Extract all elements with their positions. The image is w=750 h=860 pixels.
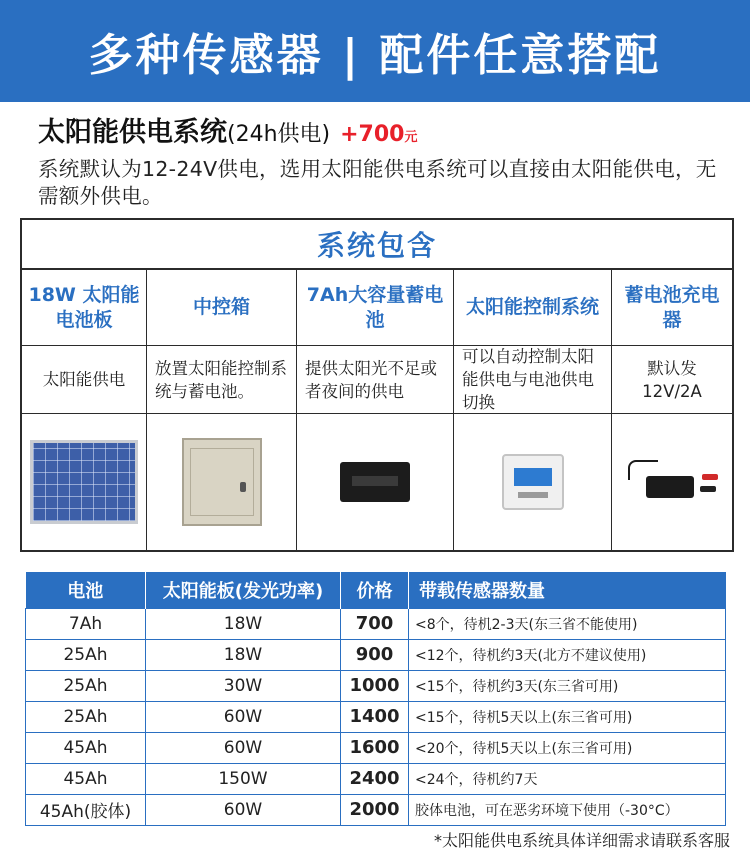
battery-cell: 45Ah [26,732,146,763]
panel-cell: 60W [146,732,341,763]
table-row [26,732,726,763]
panel-cell: 60W [146,701,341,732]
component-description: 放置太阳能控制系统与蓄电池。 [147,346,297,414]
header-battery: 电池 [26,572,146,608]
battery-cell: 7Ah [26,608,146,639]
component-name: 18W 太阳能电池板 [22,270,147,346]
battery-cell: 45Ah [26,763,146,794]
header-sensor-load: 带载传感器数量 [409,572,726,608]
component-image-cell [612,414,732,550]
table-row [26,639,726,670]
title-duration: (24h供电) [227,122,331,147]
price-cell: 2000 [341,794,409,825]
component-name: 蓄电池充电器 [612,270,732,346]
system-description: 系统默认为12-24V供电，选用太阳能供电系统可以直接由太阳能供电，无需额外供电。 [38,157,717,208]
price-cell: 2400 [341,763,409,794]
battery-cell: 25Ah [26,701,146,732]
component-name: 7Ah大容量蓄电池 [297,270,454,346]
panel-cell: 150W [146,763,341,794]
system-contents-table [20,218,734,552]
load-cell: 胶体电池，可在恶劣环境下使用（-30°C） [409,794,726,825]
panel-cell: 60W [146,794,341,825]
component-description: 默认发12V/2A [612,346,732,414]
component-name: 中控箱 [147,270,297,346]
solar-controller-image [502,454,564,510]
load-cell: <8个，待机2-3天(东三省不能使用) [409,608,726,639]
component-image-cell [297,414,454,550]
battery-cell: 45Ah(胶体) [26,794,146,825]
header-solar-panel: 太阳能板(发光功率) [146,572,341,608]
component-image-cell [454,414,612,550]
load-cell: <12个，待机约3天(北方不建议使用) [409,639,726,670]
price-cell: 900 [341,639,409,670]
component-description: 可以自动控制太阳能供电与电池供电切换 [454,346,612,414]
load-cell: <15个，待机5天以上(东三省可用) [409,701,726,732]
battery-cell: 25Ah [26,639,146,670]
price-cell: 1400 [341,701,409,732]
component-description: 太阳能供电 [22,346,147,414]
panel-cell: 30W [146,670,341,701]
table-row [26,794,726,825]
price-cell: 1600 [341,732,409,763]
battery-cell: 25Ah [26,670,146,701]
banner-title: 多种传感器 | 配件任意搭配 [88,30,662,81]
header-banner [0,0,750,102]
title-main: 太阳能供电系统 [38,117,227,148]
charger-image [624,452,720,512]
control-box-image [182,438,262,526]
load-cell: <15个，待机约3天(东三省可用) [409,670,726,701]
price-cell: 1000 [341,670,409,701]
component-name: 太阳能控制系统 [454,270,612,346]
pricing-header-row [26,572,726,608]
solar-panel-image [30,440,138,524]
component-image-cell [22,414,147,550]
component-description: 提供太阳光不足或者夜间的供电 [297,346,454,414]
table-row [26,670,726,701]
table-row [26,608,726,639]
component-image-cell [147,414,297,550]
section-title [38,110,417,154]
system-contents-heading: 系统包含 [22,220,732,270]
title-price: +700 [340,122,405,147]
table-row [26,701,726,732]
price-cell: 700 [341,608,409,639]
header-price: 价格 [341,572,409,608]
load-cell: <24个，待机约7天 [409,763,726,794]
system-components-grid [22,270,732,550]
panel-cell: 18W [146,608,341,639]
pricing-table [25,572,726,826]
load-cell: <20个，待机5天以上(东三省可用) [409,732,726,763]
footnote: *太阳能供电系统具体详细需求请联系客服 [433,831,730,850]
table-row [26,763,726,794]
battery-image [340,462,410,502]
title-price-unit: 元 [404,130,418,145]
panel-cell: 18W [146,639,341,670]
